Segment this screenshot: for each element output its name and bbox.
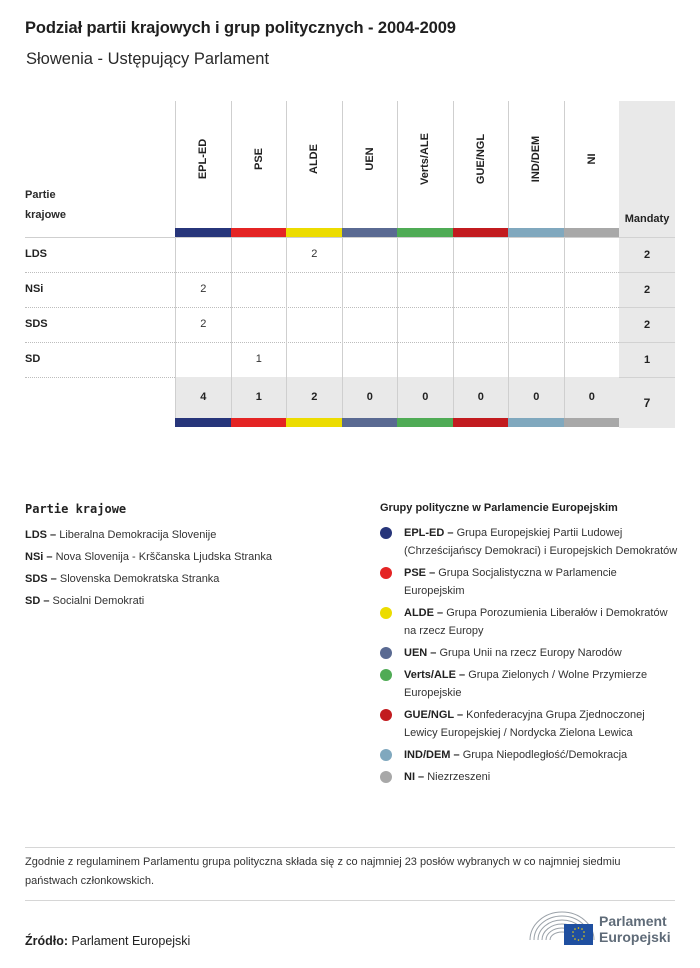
group-color-bar xyxy=(397,228,453,237)
logo-line1: Parlament xyxy=(599,913,667,929)
group-column-header xyxy=(508,101,564,228)
group-color-bar xyxy=(231,418,287,427)
party-legend-item: LDS – Liberalna Demokracija Slovenije xyxy=(25,529,217,541)
group-abbr: ALDE xyxy=(404,607,434,619)
seat-cell xyxy=(453,237,509,272)
party-legend-item: SDS – Slovenska Demokratska Stranka xyxy=(25,573,220,585)
group-column xyxy=(286,101,342,428)
group-legend-item: UEN – Grupa Unii na rzecz Europy Narodów xyxy=(380,644,680,662)
group-color-bar xyxy=(508,228,564,237)
party-abbr: NSi xyxy=(25,551,44,563)
group-column xyxy=(397,101,453,428)
group-name: Konfederacyjna Grupa Zjednoczonej Lewicy Europejskiej / Nordycka Zielona Lewica xyxy=(404,709,645,739)
seat-cell xyxy=(397,237,453,272)
group-column-header xyxy=(286,101,342,228)
group-name: Grupa Socjalistyczna w Parlamencie Europejskim xyxy=(404,567,617,597)
seat-cell xyxy=(508,237,564,272)
group-total: 0 xyxy=(453,377,509,418)
seat-distribution-table xyxy=(25,101,675,429)
row-header-line2: krajowe xyxy=(25,209,66,221)
mandates-cell: 2 xyxy=(619,237,675,272)
group-color-bar xyxy=(286,418,342,427)
group-color-bar xyxy=(397,418,453,427)
group-color-bar xyxy=(342,418,398,427)
seat-cell xyxy=(453,342,509,377)
group-total: 0 xyxy=(397,377,453,418)
group-abbr: PSE xyxy=(404,567,427,579)
group-legend-item: PSE – Grupa Socjalistyczna w Parlamencie Europejskim xyxy=(380,564,680,600)
seat-cell: 1 xyxy=(231,342,287,377)
seat-cell xyxy=(564,307,620,342)
group-color-bar xyxy=(564,228,620,237)
party-abbr: LDS xyxy=(25,529,47,541)
group-color-dot-icon xyxy=(380,527,392,539)
seat-cell xyxy=(342,307,398,342)
group-total: 0 xyxy=(564,377,620,418)
seat-cell: 2 xyxy=(175,272,231,307)
party-legend-item: NSi – Nova Slovenija - Krščanska Ljudska Stranka xyxy=(25,551,273,563)
party-name: Slovenska Demokratska Stranka xyxy=(59,573,220,585)
group-column-label: NI xyxy=(585,153,598,165)
page-title: Podział partii krajowych i grup politycznych - 2004-2009 xyxy=(25,19,456,37)
seat-cell xyxy=(342,272,398,307)
seat-cell xyxy=(231,307,287,342)
group-color-bar xyxy=(508,418,564,427)
group-abbr: NI xyxy=(404,771,415,783)
hemicycle-icon xyxy=(528,910,596,946)
group-column xyxy=(564,101,620,428)
party-abbr: SD xyxy=(25,595,41,607)
seat-cell xyxy=(397,307,453,342)
seat-cell xyxy=(342,237,398,272)
seat-cell xyxy=(508,272,564,307)
group-color-dot-icon xyxy=(380,567,392,579)
group-color-dot-icon xyxy=(380,709,392,721)
seat-cell xyxy=(564,342,620,377)
group-color-bar xyxy=(231,228,287,237)
group-column xyxy=(175,101,231,428)
row-label-sd: SD xyxy=(25,353,41,365)
seat-cell xyxy=(508,342,564,377)
group-color-dot-icon xyxy=(380,771,392,783)
party-legend xyxy=(25,502,345,612)
row-header-line1: Partie xyxy=(25,189,56,201)
seat-cell xyxy=(231,272,287,307)
group-column-header xyxy=(397,101,453,228)
ep-logo xyxy=(528,910,678,950)
group-column-header xyxy=(564,101,620,228)
group-color-dot-icon xyxy=(380,607,392,619)
row-header xyxy=(25,185,66,225)
mandates-grand-total: 7 xyxy=(619,377,675,428)
group-color-dot-icon xyxy=(380,749,392,761)
group-column-header xyxy=(342,101,398,228)
seat-cell xyxy=(286,342,342,377)
row-label-nsi: NSi xyxy=(25,283,44,295)
seat-cell xyxy=(175,237,231,272)
row-label-sds: SDS xyxy=(25,318,48,330)
group-column-label: ALDE xyxy=(308,144,321,174)
seat-cell xyxy=(286,307,342,342)
party-name: Liberalna Demokracija Slovenije xyxy=(59,529,217,541)
mandates-cell: 2 xyxy=(619,307,675,342)
group-column-label: PSE xyxy=(252,147,265,171)
group-column-label: EPL-ED xyxy=(197,138,210,180)
seat-cell xyxy=(397,272,453,307)
seat-cell xyxy=(175,342,231,377)
group-name: Grupa Zielonych / Wolne Przymierze Europejskie xyxy=(404,669,648,699)
seat-cell xyxy=(397,342,453,377)
party-legend-title: Partie krajowe xyxy=(25,502,127,516)
group-column-label: UEN xyxy=(363,147,376,171)
seat-cell: 2 xyxy=(175,307,231,342)
mandates-cell: 2 xyxy=(619,272,675,307)
group-color-bar xyxy=(453,228,509,237)
group-color-bar xyxy=(175,228,231,237)
group-column-header xyxy=(231,101,287,228)
group-abbr: UEN xyxy=(404,647,428,659)
source-value: Parlament Europejski xyxy=(71,934,191,948)
party-abbr: SDS xyxy=(25,573,48,585)
seat-cell xyxy=(564,237,620,272)
seat-cell xyxy=(564,272,620,307)
group-legend xyxy=(380,502,680,790)
seat-cell xyxy=(453,307,509,342)
logo-line2: Europejski xyxy=(599,929,671,945)
party-legend-item: SD – Socialni Demokrati xyxy=(25,595,145,607)
mandates-column xyxy=(619,101,675,428)
mandates-cell: 1 xyxy=(619,342,675,377)
group-abbr: Verts/ALE xyxy=(404,669,456,681)
group-column-label: Verts/ALE xyxy=(419,133,432,185)
seat-cell xyxy=(231,237,287,272)
group-color-bar xyxy=(564,418,620,427)
group-name: Niezrzeszeni xyxy=(427,771,491,783)
group-abbr: GUE/NGL xyxy=(404,709,454,721)
group-legend-item: Verts/ALE – Grupa Zielonych / Wolne Przymierze Europejskie xyxy=(380,666,680,702)
mandates-header: Mandaty xyxy=(624,213,670,225)
seat-cell xyxy=(342,342,398,377)
seat-cell: 2 xyxy=(286,237,342,272)
group-column-header xyxy=(453,101,509,228)
page-subtitle: Słowenia - Ustępujący Parlament xyxy=(26,50,270,68)
row-label-lds: LDS xyxy=(25,248,47,260)
group-legend-item: EPL-ED – Grupa Europejskiej Partii Ludowej (Chrześcijańscy Demokraci) i Europejskich Demokratów xyxy=(380,524,680,560)
source-label: Źródło: xyxy=(25,934,69,948)
group-abbr: EPL-ED xyxy=(404,527,445,539)
divider xyxy=(25,900,675,901)
group-total: 4 xyxy=(175,377,231,418)
seat-cell xyxy=(286,272,342,307)
party-name: Socialni Demokrati xyxy=(52,595,145,607)
divider xyxy=(25,847,675,848)
group-column xyxy=(508,101,564,428)
group-color-bar xyxy=(175,418,231,427)
group-column-label: IND/DEM xyxy=(530,135,543,183)
group-color-bar xyxy=(453,418,509,427)
group-column xyxy=(453,101,509,428)
group-total: 2 xyxy=(286,377,342,418)
group-legend-title: Grupy polityczne w Parlamencie Europejskim xyxy=(380,502,618,514)
group-color-bar xyxy=(342,228,398,237)
group-abbr: IND/DEM xyxy=(404,749,451,761)
group-total: 1 xyxy=(231,377,287,418)
group-legend-item: NI – Niezrzeszeni xyxy=(380,768,680,786)
logo-text xyxy=(599,913,671,945)
group-column xyxy=(342,101,398,428)
source xyxy=(25,934,190,948)
group-name: Grupa Unii na rzecz Europy Narodów xyxy=(439,647,622,659)
seat-cell xyxy=(453,272,509,307)
group-color-bar xyxy=(286,228,342,237)
group-name: Grupa Niepodległość/Demokracja xyxy=(462,749,628,761)
group-total: 0 xyxy=(342,377,398,418)
group-legend-item: ALDE – Grupa Porozumienia Liberałów i Demokratów na rzecz Europy xyxy=(380,604,680,640)
seat-cell xyxy=(508,307,564,342)
group-name: Grupa Porozumienia Liberałów i Demokratów na rzecz Europy xyxy=(404,607,668,637)
footnote: Zgodnie z regulaminem Parlamentu grupa polityczna składa się z co najmniej 23 posłów wybranych w co najmniej siedmiu państwach członkowskich. xyxy=(25,856,621,887)
group-legend-item: IND/DEM – Grupa Niepodległość/Demokracja xyxy=(380,746,680,764)
group-column xyxy=(231,101,287,428)
group-color-dot-icon xyxy=(380,647,392,659)
group-column-label: GUE/NGL xyxy=(474,133,487,185)
group-total: 0 xyxy=(508,377,564,418)
group-name: Grupa Europejskiej Partii Ludowej (Chrześcijańscy Demokraci) i Europejskich Demokratów xyxy=(404,527,678,557)
group-color-dot-icon xyxy=(380,669,392,681)
group-column-header xyxy=(175,101,231,228)
party-name: Nova Slovenija - Krščanska Ljudska Stranka xyxy=(55,551,273,563)
group-legend-item: GUE/NGL – Konfederacyjna Grupa Zjednoczonej Lewicy Europejskiej / Nordycka Zielona Lewica xyxy=(380,706,680,742)
